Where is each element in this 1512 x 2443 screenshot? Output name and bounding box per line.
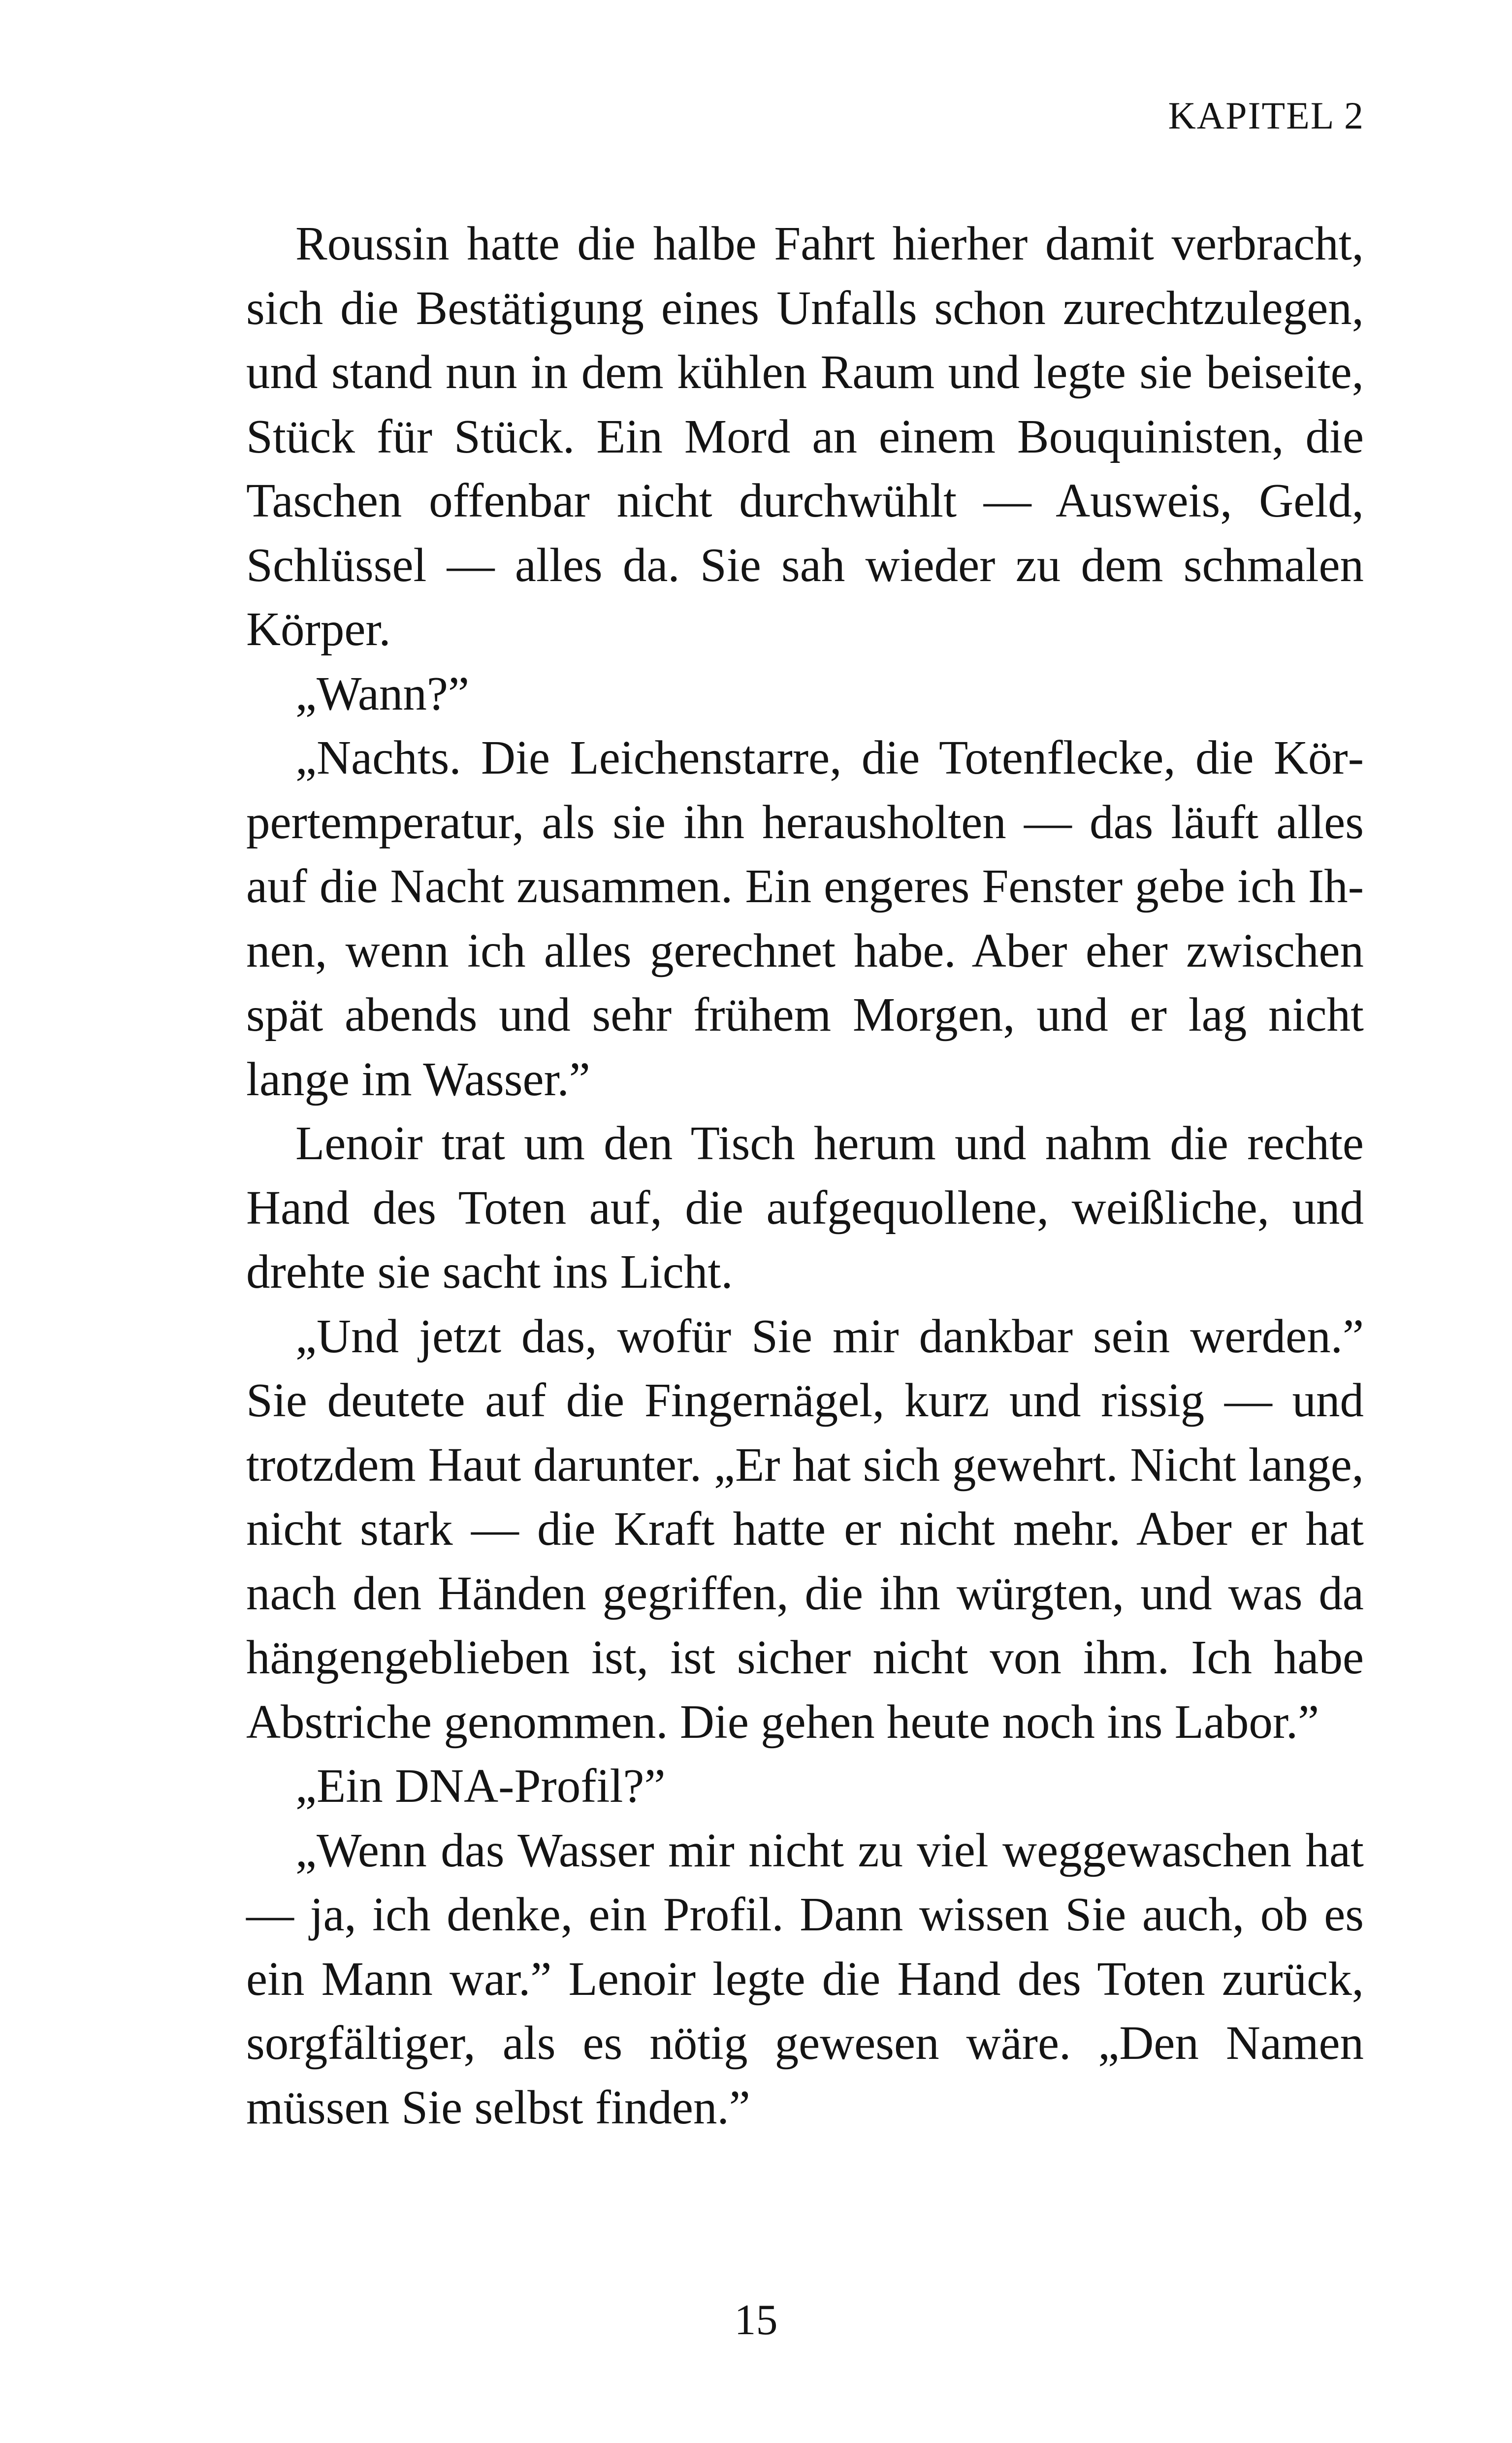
paragraph: Lenoir trat um den Tisch herum und nahm die rechte Hand des Toten auf, die aufgequollene, weißliche, und drehte sie sacht ins Licht. xyxy=(246,1117,1364,1298)
running-head: KAPITEL 2 xyxy=(1168,94,1364,137)
paragraph: „Nachts. Die Leichenstarre, die Totenflecke, die Körpertemperatur, als sie ihn herausholten — das läuft alles auf die Nacht zusammen. Ein engeres Fenster gebe ich Ihnen, wenn ich alles gerechnet habe. Aber eher zwischen spät abends und sehr frühem Morgen, und er lag nicht lange im Wasser.” xyxy=(246,731,1364,1106)
paragraph: Roussin hatte die halbe Fahrt hierher damit verbracht, sich die Bestätigung eines Unfalls schon zurechtzulegen, und stand nun in dem kühlen Raum und legte sie beiseite, Stück für Stück. Ein Mord an einem Bouquinisten, die Taschen offenbar nicht durchwühlt — Ausweis, Geld, Schlüssel — alles da. Sie sah wieder zu dem schmalen Körper. xyxy=(246,217,1364,655)
paragraph: „Ein DNA-Profil?” xyxy=(295,1759,666,1812)
body-text xyxy=(246,212,1364,2140)
page-number: 15 xyxy=(734,2296,778,2344)
paragraph: „Und jetzt das, wofür Sie mir dankbar sein werden.” Sie deutete auf die Fingernägel, kurz und rissig — und trotzdem Haut darunter. „Er hat sich gewehrt. Nicht lange, nicht stark — die Kraft hatte er nicht mehr. Aber er hat nach den Händen gegriffen, die ihn würgten, und was da hängengeblieben ist, ist sicher nicht von ihm. Ich habe Abstriche genommen. Die gehen heute noch ins Labor.” xyxy=(246,1309,1364,1748)
paragraph: „Wenn das Wasser mir nicht zu viel weggewaschen hat — ja, ich denke, ein Profil. Dann wissen Sie auch, ob es ein Mann war.” Lenoir legte die Hand des Toten zurück, sorgfältiger, als es nötig gewesen wäre. „Den Namen müssen Sie selbst finden.” xyxy=(246,1824,1364,2134)
paragraph: „Wann?” xyxy=(295,667,469,720)
